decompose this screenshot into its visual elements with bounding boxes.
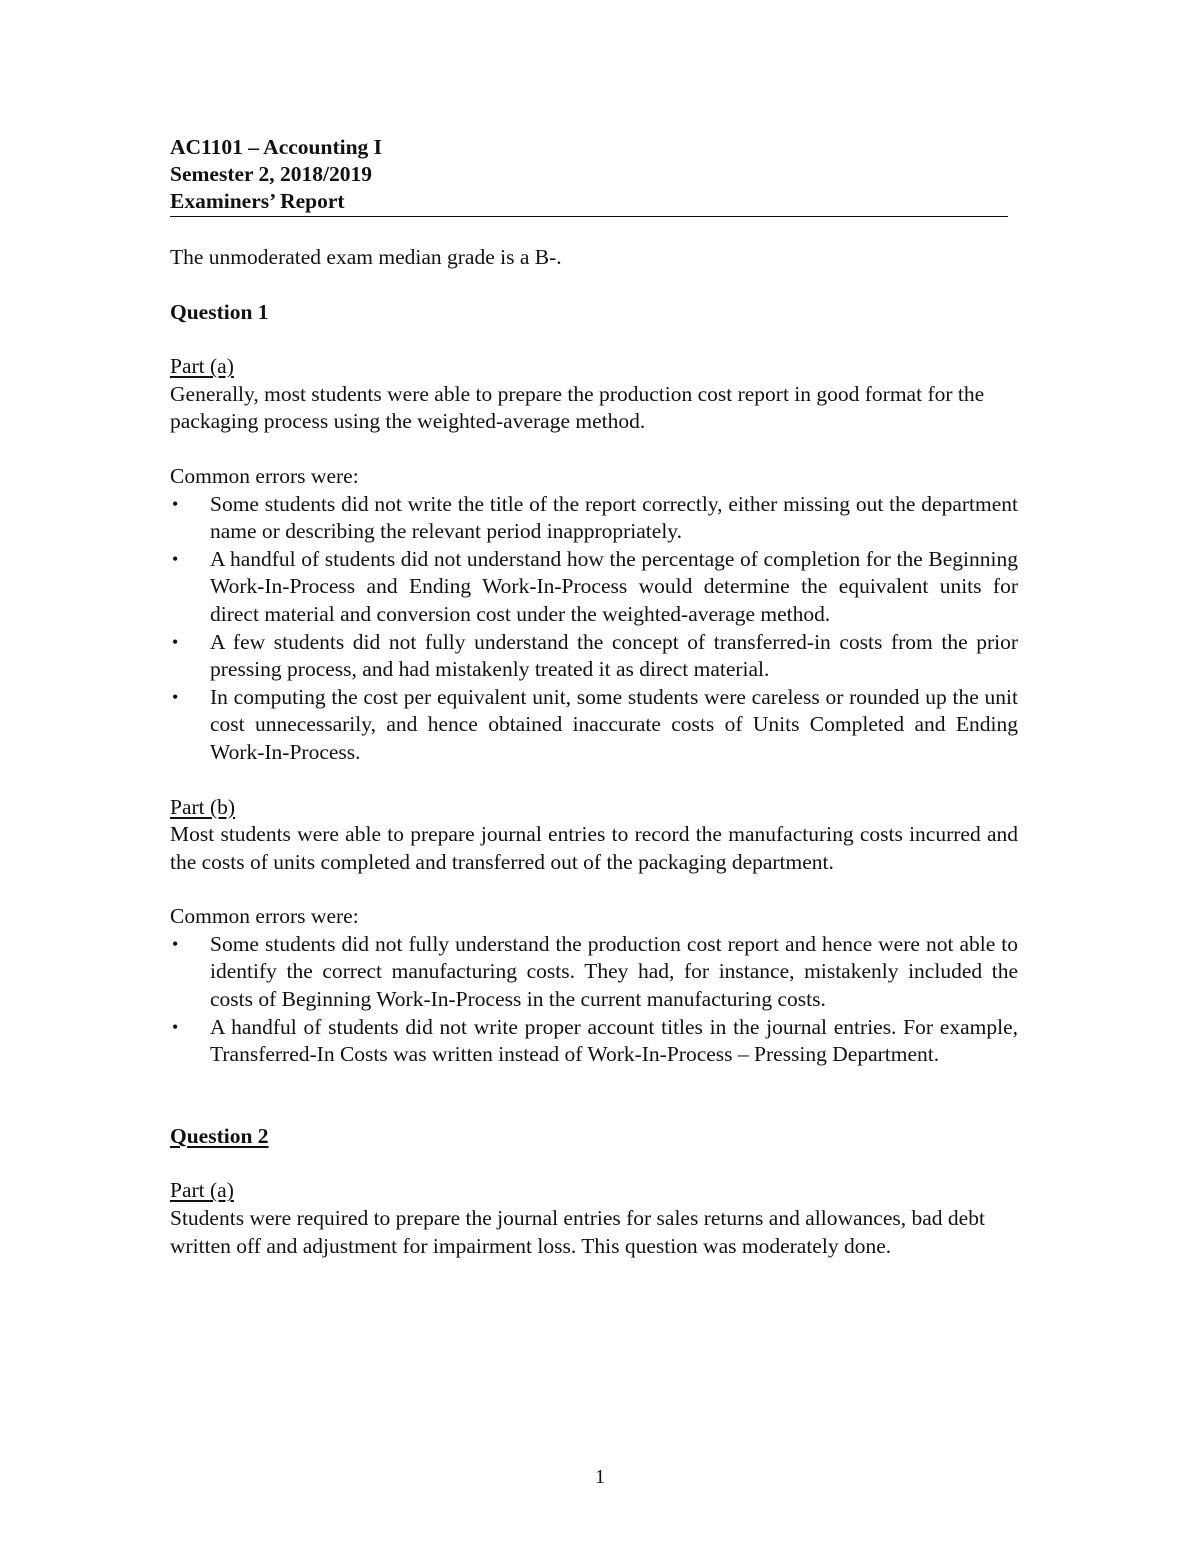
part-a-text: Students were required to prepare the journal entries for sales returns and allowances, bad debt written off and adjustment for impairment loss. This question was moderately done. (170, 1206, 985, 1258)
bullet-icon: • (172, 631, 179, 652)
list-item: • Some students did not write the title of the report correctly, either missing out the department name or describing the relevant period inappropriately. (172, 491, 1018, 544)
report-title: Examiners’ Report (170, 188, 1008, 217)
question-1-part-a (170, 353, 1018, 766)
course-title: AC1101 – Accounting I (170, 135, 383, 159)
part-b-label: Part (b) (170, 794, 236, 819)
list-item: • In computing the cost per equivalent unit, some students were careless or rounded up the unit cost unnecessarily, and hence obtained inaccurate costs of Units Completed and Ending Work-In-Process. (172, 684, 1018, 764)
part-a-label: Part (a) (170, 354, 234, 379)
document-page (170, 134, 1018, 1260)
bullet-icon: • (172, 933, 179, 954)
list-item: • A handful of students did not write proper account titles in the journal entries. For example, Transferred-In Costs was written instead of Work-In-Process – Pressing Department. (172, 1014, 1018, 1067)
bullet-icon: • (172, 686, 179, 707)
bullet-icon: • (172, 548, 179, 569)
document-header (170, 134, 1018, 217)
question-1-title: Question 1 (170, 299, 269, 324)
semester-title: Semester 2, 2018/2019 (170, 162, 373, 186)
list-item: • A few students did not fully understand the concept of transferred-in costs from the prior pressing process, and had mistakenly treated it as direct material. (172, 629, 1018, 682)
common-errors-label: Common errors were: (170, 904, 359, 929)
bullet-icon: • (172, 1016, 179, 1037)
part-a-text: Generally, most students were able to prepare the production cost report in good format for the packaging process using the weighted-average method. (170, 381, 985, 434)
question-2-title: Question 2 (170, 1123, 269, 1148)
common-errors-label: Common errors were: (170, 463, 359, 488)
question-1-part-b (170, 794, 1018, 1069)
part-a-label: Part (a) (170, 1178, 234, 1203)
list-item: • A handful of students did not understand how the percentage of completion for the Beginning Work-In-Process and Ending Work-In-Process would determine the equivalent units for direct material and conversion cost under the weighted-average method. (172, 546, 1018, 626)
question-2-part-a (170, 1177, 1018, 1260)
error-list (170, 931, 1018, 1069)
list-item: • Some students did not fully understand the production cost report and hence were not able to identify the correct manufacturing costs. They had, for instance, mistakenly included the costs of Beginning Work-In-Process in the current manufacturing costs. (172, 931, 1018, 1012)
page-number: 1 (595, 1466, 605, 1488)
error-list (170, 491, 1018, 767)
part-b-text: Most students were able to prepare journal entries to record the manufacturing costs incurred and the costs of units completed and transferred out of the packaging department. (170, 822, 1018, 874)
bullet-icon: • (172, 493, 179, 514)
intro-text: The unmoderated exam median grade is a B-. (170, 245, 562, 269)
